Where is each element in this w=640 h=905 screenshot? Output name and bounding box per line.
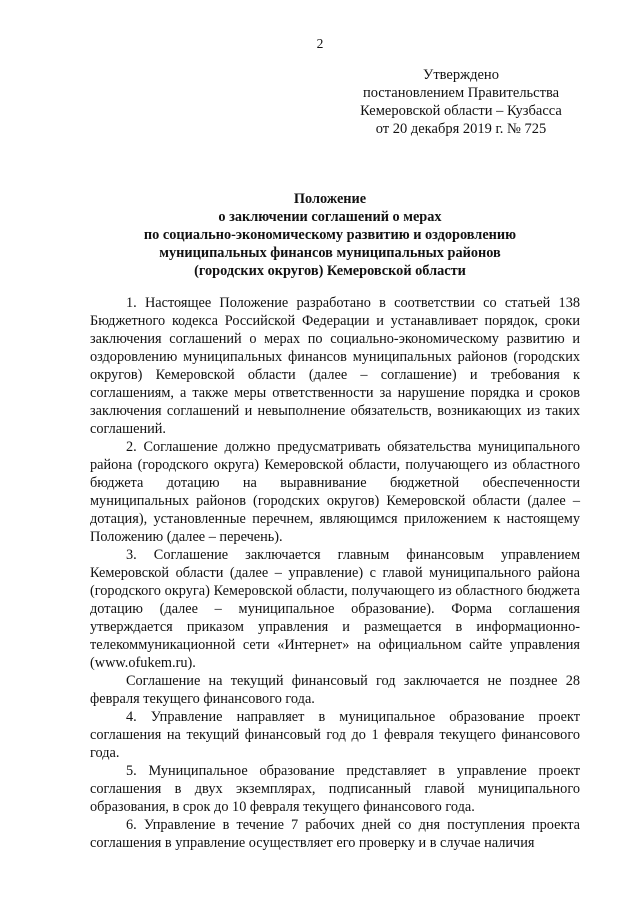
paragraph-5: 5. Муниципальное образование представляет в управление проект соглашения в двух экземплярах, подписанный главой муниципального образования, в срок до 10 февраля текущего финансового года.	[90, 763, 580, 815]
title-line: (городских округов) Кемеровской области	[194, 263, 466, 279]
title-line: Положение	[293, 191, 367, 207]
title-line: о заключении соглашений о мерах	[218, 209, 442, 225]
title-line: муниципальных финансов муниципальных районов	[159, 245, 501, 261]
paragraph-2: 2. Соглашение должно предусматривать обязательства муниципального района (городского округа) Кемеровской области, получающего из областного бюджета дотацию на выравнивание бюджетной обеспеченности муниципальных районов (городских округов) Кемеровской области (далее – дотация), установленные перечнем, являющимся приложением к настоящему Положению (далее – перечень).	[90, 439, 580, 545]
paragraph-4: 4. Управление направляет в муниципальное образование проект соглашения на текущий финансовый год до 1 февраля текущего финансового года.	[90, 709, 580, 761]
document-body	[90, 294, 580, 852]
title-line: по социально-экономическому развитию и оздоровлению	[143, 227, 517, 243]
paragraph-3-continued: Соглашение на текущий финансовый год заключается не позднее 28 февраля текущего финансового года.	[90, 673, 580, 707]
paragraph-1: 1. Настоящее Положение разработано в соответствии со статьей 138 Бюджетного кодекса Российской Федерации и устанавливает порядок, сроки заключения соглашений о мерах по социально-экономическому развитию и оздоровлению муниципальных финансов муниципальных районов (городских округов) Кемеровской области (далее – соглашение) и требования к соглашениям, а также меры ответственности за нарушение порядка и сроков заключения соглашений и невыполнение обязательств, возникающих из таких соглашений.	[90, 295, 580, 437]
document-title	[70, 190, 590, 280]
page-number: 2	[316, 36, 324, 51]
approval-stamp	[346, 66, 576, 138]
approval-line: Кемеровской области – Кузбасса	[360, 103, 562, 119]
paragraph-6: 6. Управление в течение 7 рабочих дней со дня поступления проекта соглашения в управление осуществляет его проверку и в случае наличия	[90, 817, 580, 851]
approval-line: Утверждено	[423, 67, 499, 83]
approval-line: постановлением Правительства	[362, 85, 560, 101]
approval-line: от 20 декабря 2019 г. № 725	[375, 121, 547, 137]
paragraph-3: 3. Соглашение заключается главным финансовым управлением Кемеровской области (далее – управление) с главой муниципального района (городского округа) Кемеровской области, получающего из областного бюджета дотацию (далее – муниципальное образование). Форма соглашения утверждается приказом управления и размещается в информационно-телекоммуникационной сети «Интернет» на официальном сайте управления (www.ofukem.ru).	[90, 547, 580, 671]
